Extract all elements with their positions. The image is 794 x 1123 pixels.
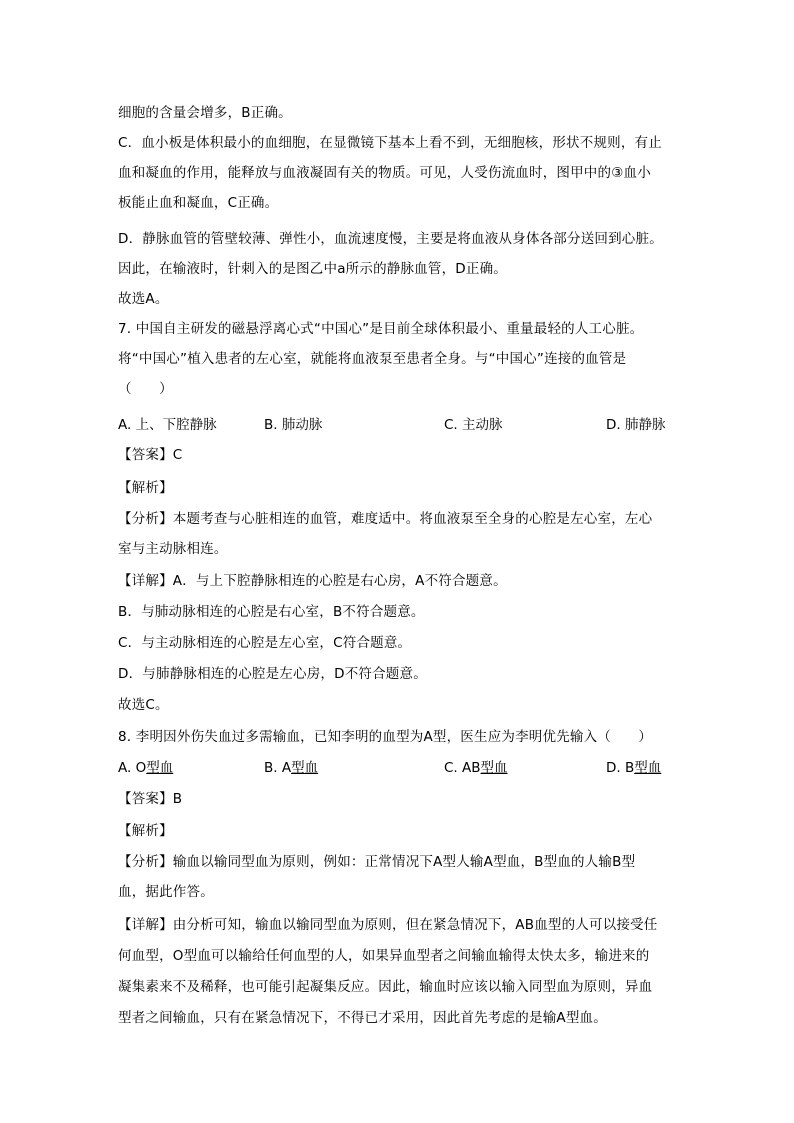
- question-7-stem: 将“中国心”植入患者的左心室，就能将血液泵至患者全身。与“中国心”连接的血管是: [118, 351, 627, 367]
- detail-text: 【详解】由分析可知，输血以输同型血为原则，但在紧急情况下，AB血型的人可以接受任: [118, 917, 658, 933]
- detail-text: 凝集素来不及稀释，也可能引起凝集反应。因此，输血时应该以输入同型血为原则，异血: [118, 979, 653, 995]
- detail-text: B．与肺动脉相连的心腔是右心室，B不符合题意。: [118, 604, 425, 620]
- detail-text: D．与肺静脉相连的心腔是左心房，D不符合题意。: [118, 666, 427, 682]
- text-line: D．静脉血管的管壁较薄、弹性小，血流速度慢，主要是将血液从身体各部分送回到心脏。: [118, 231, 663, 247]
- answer-label: 【答案】B: [118, 791, 183, 807]
- question-7-blank: （ ）: [118, 381, 173, 397]
- analysis-label: 【解析】: [118, 480, 173, 496]
- text-line: 细胞的含量会增多，B正确。: [118, 105, 292, 121]
- detail-text: 何血型，O型血可以输给任何血型的人，如果异血型者之间输血输得太快太多，输进来的: [118, 948, 650, 964]
- question-8-options: [118, 758, 678, 778]
- text-line: C．血小板是体积最小的血细胞，在显微镜下基本上看不到，无细胞核，形状不规则，有止: [118, 135, 662, 151]
- analysis-text: 室与主动脉相连。: [118, 541, 228, 557]
- analysis-text: 血，据此作答。: [118, 884, 214, 900]
- question-8-stem: 8. 李明因外伤失血过多需输血，已知李明的血型为A型，医生应为李明优先输入（ ）: [118, 729, 653, 745]
- detail-text: 型者之间输血，只有在紧急情况下，不得已才采用，因此首先考虑的是输A型血。: [118, 1010, 607, 1026]
- analysis-text: 【分析】输血以输同型血为原则，例如：正常情况下A型人输A型血，B型血的人输B型: [118, 854, 636, 870]
- conclusion-text: 故选C。: [118, 697, 169, 713]
- question-7-stem: 7. 中国自主研发的磁悬浮离心式“中国心”是目前全球体积最小、重量最轻的人工心脏。: [118, 321, 644, 337]
- option-d: D. 肺静脉: [606, 417, 666, 433]
- option-d: D. B型血: [606, 760, 662, 776]
- option-b: B. A型血: [264, 760, 319, 776]
- question-7-options: [118, 415, 678, 435]
- text-line: 因此，在输液时，针刺入的是图乙中a所示的静脉血管，D正确。: [118, 261, 507, 277]
- text-line: 板能止血和凝血，C正确。: [118, 195, 279, 211]
- analysis-text: 【分析】本题考查与心脏相连的血管，难度适中。将血液泵至全身的心腔是左心室，左心: [118, 511, 653, 527]
- analysis-label: 【解析】: [118, 823, 173, 839]
- option-c: C. 主动脉: [444, 417, 503, 433]
- option-c: C. AB型血: [444, 760, 508, 776]
- text-line: 血和凝血的作用，能释放与血液凝固有关的物质。可见，人受伤流血时，图甲中的③血小: [118, 165, 651, 181]
- detail-text: 【详解】A．与上下腔静脉相连的心腔是右心房，A不符合题意。: [118, 573, 507, 589]
- text-line: 故选A。: [118, 291, 169, 307]
- option-b: B. 肺动脉: [264, 417, 323, 433]
- option-a: A. 上、下腔静脉: [118, 417, 217, 433]
- option-a: A. O型血: [118, 760, 174, 776]
- detail-text: C．与主动脉相连的心腔是左心室，C符合题意。: [118, 635, 412, 651]
- answer-label: 【答案】C: [118, 447, 183, 463]
